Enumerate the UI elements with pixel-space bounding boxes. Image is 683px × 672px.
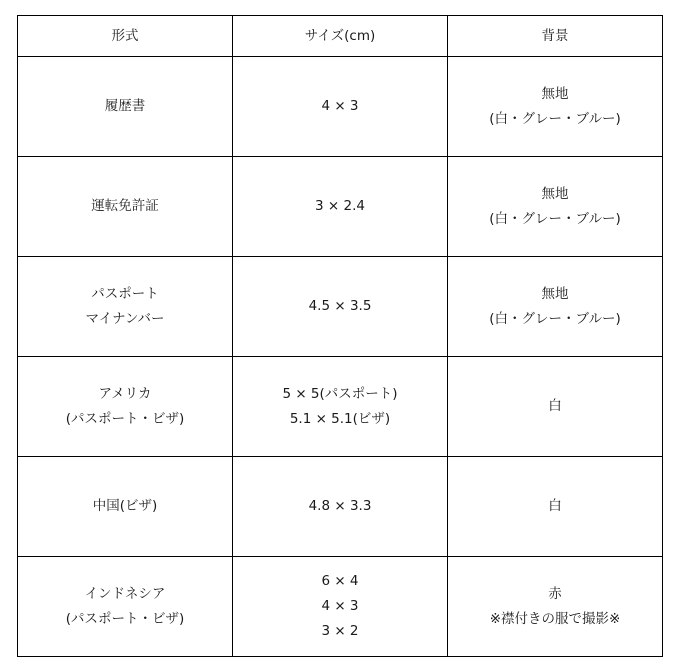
background-text: (白・グレー・ブルー) [489, 110, 621, 127]
cell-size [233, 157, 448, 257]
table-row [18, 257, 663, 357]
cell-background [448, 57, 663, 157]
size-text: 6 × 4 [321, 573, 359, 589]
format-text: 運転免許証 [91, 198, 159, 214]
background-text: 無地 [541, 185, 569, 202]
format-text: アメリカ [98, 385, 152, 402]
format-text: マイナンバー [85, 310, 165, 327]
background-text: (白・グレー・ブルー) [489, 310, 621, 327]
cell-format [18, 357, 233, 457]
header-format: 形式 [18, 16, 233, 57]
cell-background [448, 157, 663, 257]
size-text: 5.1 × 5.1(ビザ) [289, 410, 391, 427]
background-text: 白 [548, 498, 562, 514]
table-row [18, 357, 663, 457]
size-text: 5 × 5(パスポート) [282, 385, 398, 402]
photo-size-table [17, 15, 663, 657]
format-text: 履歴書 [104, 98, 146, 114]
background-text: (白・グレー・ブルー) [489, 210, 621, 227]
cell-format [18, 57, 233, 157]
background-text: 赤 [548, 585, 562, 602]
background-text: 無地 [541, 285, 569, 302]
cell-size [233, 357, 448, 457]
size-text: 4 × 3 [321, 98, 359, 114]
background-text: ※襟付きの服で撮影※ [489, 610, 621, 627]
cell-background [448, 557, 663, 657]
cell-format [18, 557, 233, 657]
header-background: 背景 [448, 16, 663, 57]
size-text: 4 × 3 [321, 598, 359, 614]
background-text: 白 [548, 398, 562, 414]
size-text: 4.5 × 3.5 [308, 298, 372, 314]
format-text: パスポート [91, 285, 159, 302]
size-text: 3 × 2.4 [315, 198, 365, 214]
cell-format [18, 457, 233, 557]
table-row [18, 457, 663, 557]
cell-size [233, 557, 448, 657]
table-header-row [18, 16, 663, 57]
size-text: 4.8 × 3.3 [308, 498, 372, 514]
table-row [18, 557, 663, 657]
table-row [18, 57, 663, 157]
background-text: 無地 [541, 85, 569, 102]
format-text: インドネシア [84, 585, 166, 602]
header-size: サイズ(cm) [233, 16, 448, 57]
cell-background [448, 257, 663, 357]
cell-background [448, 357, 663, 457]
cell-size [233, 257, 448, 357]
format-text: (パスポート・ビザ) [65, 410, 185, 427]
cell-format [18, 257, 233, 357]
size-text: 3 × 2 [321, 623, 359, 639]
cell-background [448, 457, 663, 557]
cell-size [233, 457, 448, 557]
table-row [18, 157, 663, 257]
cell-size [233, 57, 448, 157]
format-text: (パスポート・ビザ) [65, 610, 185, 627]
cell-format [18, 157, 233, 257]
format-text: 中国(ビザ) [92, 498, 158, 514]
